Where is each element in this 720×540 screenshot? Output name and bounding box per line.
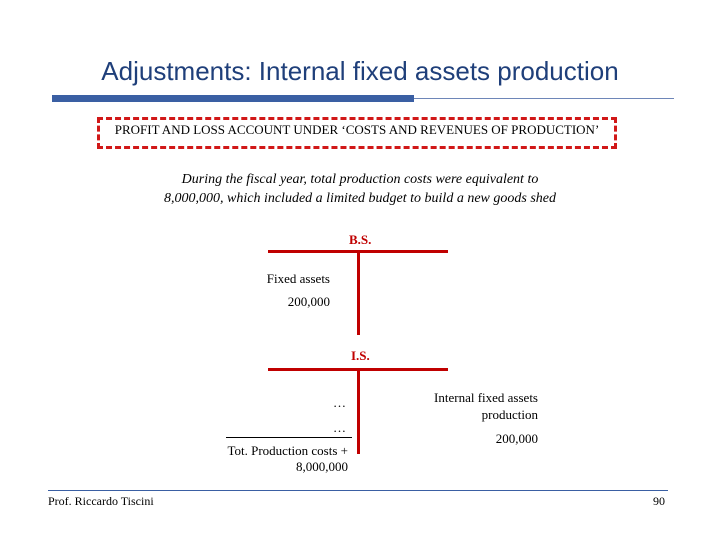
is-left-dots-2: …	[333, 420, 346, 435]
is-t-account-vertical	[357, 368, 360, 454]
bs-fixed-assets-value: 200,000	[287, 294, 330, 309]
box-text: PROFIT AND LOSS ACCOUNT UNDER ‘COSTS AND REVENUES OF PRODUCTION’	[114, 122, 600, 137]
bs-t-account-vertical	[357, 250, 360, 335]
title-underline-thin	[414, 98, 674, 99]
is-total	[180, 443, 348, 475]
bs-fixed-assets-label: Fixed assets	[266, 271, 330, 286]
is-total-rule	[226, 437, 352, 438]
description-line-1: During the fiscal year, total production costs were equivalent to	[181, 172, 539, 187]
description-line-2: 8,000,000, which included a limited budget to build a new goods shed	[164, 191, 556, 206]
is-total-line-2: 8,000,000	[296, 459, 348, 474]
description	[60, 170, 660, 208]
is-internal-production	[390, 389, 538, 423]
is-right-label-line-2: production	[481, 407, 538, 422]
page-number: 90	[653, 494, 665, 508]
footer-author: Prof. Riccardo Tiscini	[48, 494, 154, 508]
is-heading: I.S.	[351, 348, 370, 363]
title-underline-thick	[52, 95, 414, 102]
is-left-dots-1: …	[333, 395, 346, 410]
footer-rule	[48, 490, 668, 491]
bs-heading: B.S.	[349, 232, 372, 247]
is-total-line-1: Tot. Production costs +	[227, 443, 348, 458]
slide-title: Adjustments: Internal fixed assets production	[101, 56, 619, 86]
is-right-value: 200,000	[495, 431, 538, 446]
is-right-label-line-1: Internal fixed assets	[434, 390, 538, 405]
